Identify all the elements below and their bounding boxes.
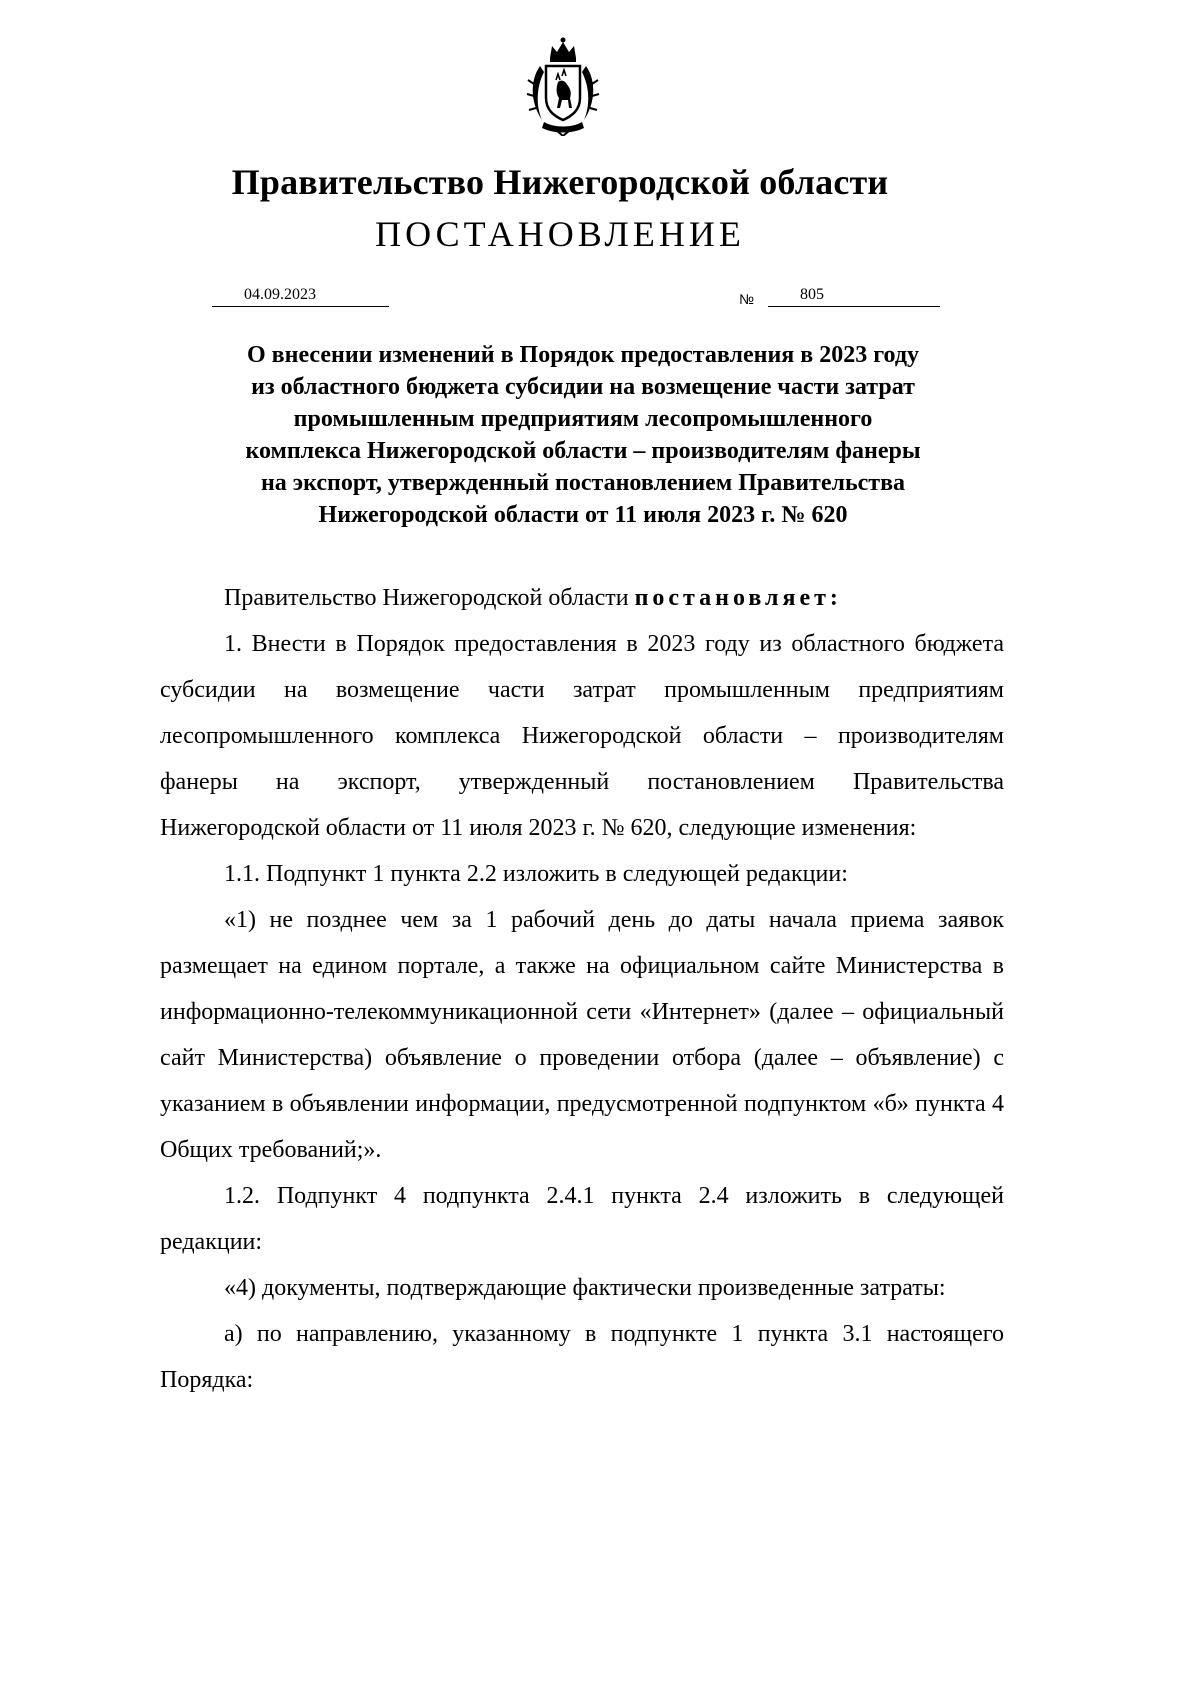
number-sign: № bbox=[739, 291, 755, 307]
subject-line: комплекса Нижегородской области – производителям фанеры bbox=[245, 438, 921, 464]
subject-line: Нижегородской области от 11 июля 2023 г. № 620 bbox=[318, 502, 848, 528]
item-1-paragraph: 1. Внести в Порядок предоставления в 2023 году из областного бюджета субсидии на возмещение части затрат промышленным предприятиям лесопромышленного комплекса Нижегородской области – производителям фанеры на экспорт, утвержденный постановлением Правительства Нижегородской области от 11 июля 2023 г. № 620, следующие изменения: bbox=[160, 631, 1004, 841]
document-type-title: ПОСТАНОВЛЕНИЕ bbox=[375, 214, 745, 254]
item-1-2-paragraph: 1.2. Подпункт 4 подпункта 2.4.1 пункта 2.4 изложить в следующей редакции: bbox=[160, 1183, 1004, 1255]
subject-line: О внесении изменений в Порядок предоставления в 2023 году bbox=[246, 342, 919, 368]
preamble-paragraph bbox=[160, 575, 1004, 621]
subject-line: промышленным предприятиям лесопромышленного bbox=[293, 406, 873, 432]
preamble-verb: постановляет: bbox=[634, 585, 842, 611]
subject-line: на экспорт, утвержденный постановлением Правительства bbox=[260, 470, 906, 496]
item-a-paragraph: а) по направлению, указанному в подпункте 1 пункта 3.1 настоящего Порядка: bbox=[160, 1321, 1004, 1393]
government-name: Правительство Нижегородской области bbox=[231, 162, 889, 202]
coat-of-arms-icon bbox=[526, 36, 600, 136]
preamble-text: Правительство Нижегородской области bbox=[224, 585, 635, 611]
item-1-1-text-paragraph: «1) не позднее чем за 1 рабочий день до даты начала приема заявок размещает на едином портале, а также на официальном сайте Министерства в информационно-телекоммуникационной сети «Интернет» (далее – официальный сайт Министерства) объявление о проведении отбора (далее – объявление) с указанием в объявлении информации, предусмотренной подпунктом «б» пункта 4 Общих требований;». bbox=[160, 907, 1004, 1163]
document-date-field bbox=[212, 284, 389, 307]
subject-line: из областного бюджета субсидии на возмещение части затрат bbox=[251, 374, 915, 400]
item-1-1-paragraph: 1.1. Подпункт 1 пункта 2.2 изложить в следующей редакции: bbox=[224, 861, 848, 887]
document-body bbox=[160, 575, 1004, 1403]
document-date: 04.09.2023 bbox=[244, 286, 316, 303]
document-subject bbox=[160, 339, 1006, 531]
document-number: 805 bbox=[800, 286, 824, 303]
document-number-field bbox=[768, 284, 940, 307]
item-1-2-text-paragraph: «4) документы, подтверждающие фактически произведенные затраты: bbox=[224, 1275, 946, 1301]
